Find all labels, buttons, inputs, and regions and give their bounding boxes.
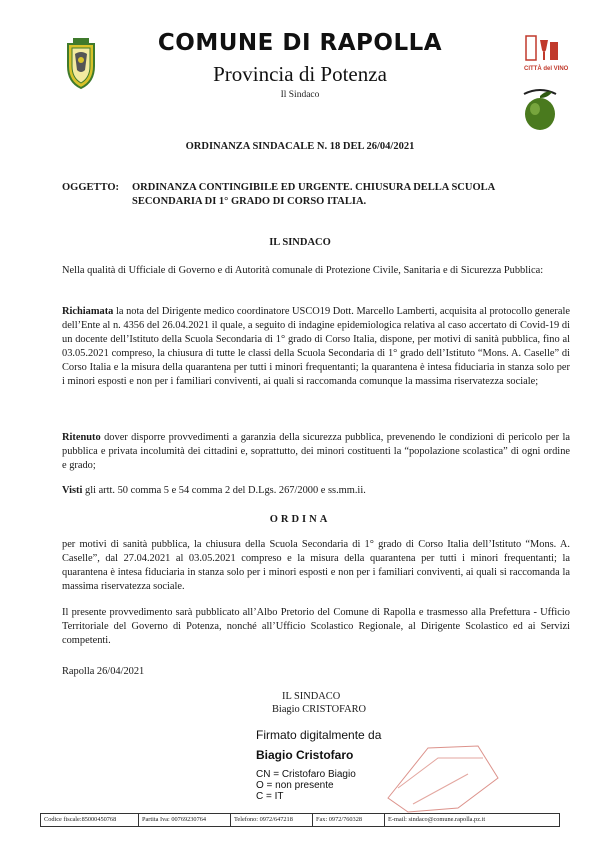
footer-contacts: [40, 813, 560, 827]
paragraph-visti-lead: Visti: [62, 485, 83, 496]
subject-text: ORDINANZA CONTINGIBILE ED URGENTE. CHIUSURA DELLA SCUOLA SECONDARIA DI 1° GRADO DI CORSO ITALIA.: [132, 182, 495, 207]
footer-partita-iva: Partita Iva: 00769230764: [139, 814, 231, 826]
paragraph-pubblicazione: Il presente provvedimento sarà pubblicato all’Albo Pretorio del Comune di Rapolla e trasmesso alla Prefettura - Ufficio Territoriale del Governo di Potenza, nonché all’Ufficio Scolastico Regionale, al Dirigente Scolastico ed ai Servizi competenti.: [62, 607, 570, 646]
digital-signature-o: O = non presente: [256, 780, 334, 791]
paragraph-qualita: Nella qualità di Ufficiale di Governo e di Autorità comunale di Protezione Civile, Sanitaria e di Sicurezza Pubblica:: [62, 265, 544, 276]
digital-signature-cn: CN = Cristofaro Biagio: [256, 769, 356, 780]
office-name: Il Sindaco: [280, 90, 320, 100]
digital-signature-label: Firmato digitalmente da: [256, 728, 382, 742]
signature-block: [272, 690, 366, 716]
paragraph-ordina: per motivi di sanità pubblica, la chiusura della Scuola Secondaria di 1° grado di Corso Italia dell’Istituto “Mons. A. Caselle”, dal 27.04.2021 al 03.05.2021 compreso e la misura della quarantena per tutti i minori frequentanti; la quarantena è intesa fiduciaria in stanza solo per i minori esposti e non per i familiari conviventi, ai quali si raccomanda la massima riservatezza sociale.: [62, 539, 570, 592]
subject-label: OGGETTO:: [62, 182, 119, 193]
paragraph-visti-text: gli artt. 50 comma 5 e 54 comma 2 del D.Lgs. 267/2000 e ss.mm.ii.: [82, 485, 366, 496]
digital-signature: [256, 728, 381, 802]
paragraph-ritenuto: [62, 431, 570, 473]
province-name: Provincia di Potenza: [213, 62, 387, 86]
heading-ordina: ORDINA: [269, 514, 331, 525]
signature-role: IL SINDACO: [282, 691, 341, 702]
ordinance-title: ORDINANZA SINDACALE N. 18 DEL 26/04/2021: [185, 141, 415, 152]
footer-email[interactable]: E-mail: sindaco@comune.rapolla.pz.it: [388, 816, 486, 823]
paragraph-richiamata-lead: Richiamata: [62, 306, 114, 317]
footer-codice-fiscale: Codice fiscale:85000450768: [41, 814, 139, 826]
paragraph-richiamata-text: la nota del Dirigente medico coordinatore USCO19 Dott. Marcello Lamberti, acquisita al protocollo generale dell’Ente al n. 4356 del 26.04.2021 il quale, a seguito di indagine epidemiologica relativa al caso accertato di Covid-19 di un docente dell’Istituto della Scuola Secondaria di 1° grado di Corso Italia, dispone, per motivi di sanità pubblica, fino al 03.05.2021 compreso, la chiusura di tutte le classi della Scuola Secondaria di 1° grado dell’Istituto “Mons. A. Caselle” di Corso Italia e la misura della quarantena per tutti i minori frequentanti; la quarantena è intesa fiduciaria in stanza solo per i minori esposti e non per i familiari conviventi, ai quali si raccomanda comunque la massima riservatezza sociale;: [62, 306, 570, 387]
digital-signature-c: C = IT: [256, 791, 284, 802]
paragraph-ritenuto-text: dover disporre provvedimenti a garanzia della sicurezza pubblica, prevenendo le condizioni di pericolo per la pubblica e privata incolumità dei cittadini e, soprattutto, dei minori costituenti la “popolazione scolastica” di ogni ordine e grado;: [62, 432, 570, 471]
signature-name: Biagio CRISTOFARO: [272, 704, 367, 715]
municipality-title: COMUNE DI RAPOLLA: [157, 30, 443, 56]
footer-telefono: Telefono: 0972/647218: [231, 814, 313, 826]
paragraph-richiamata: [62, 305, 570, 389]
paragraph-ritenuto-lead: Ritenuto: [62, 432, 101, 443]
place-date: Rapolla 26/04/2021: [62, 666, 145, 677]
digital-signature-name: Biagio Cristofaro: [256, 748, 354, 762]
footer-fax: Fax: 0972/760328: [313, 814, 385, 826]
paragraph-visti: [62, 484, 570, 498]
red-stamp-icon: [368, 728, 508, 818]
heading-il-sindaco: IL SINDACO: [269, 237, 331, 248]
citta-del-vino-logo-text: CITTÀ del VINO: [524, 66, 569, 72]
